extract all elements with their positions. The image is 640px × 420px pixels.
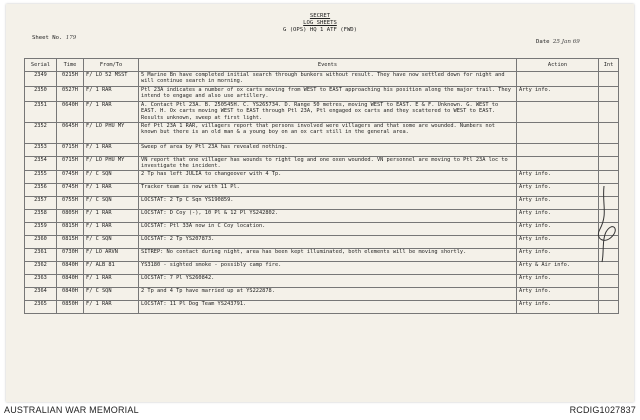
row-serial: 2352 <box>25 123 57 144</box>
row-serial: 2364 <box>25 287 57 300</box>
row-int <box>599 144 619 157</box>
row-from-to: F/ LO ARVN <box>84 248 139 261</box>
table-row <box>25 222 619 235</box>
row-from-to: F/ ALB 81 <box>84 261 139 274</box>
row-time: 0840H <box>57 261 84 274</box>
row-action: Arty info. <box>517 209 599 222</box>
row-action: Arty info. <box>517 274 599 287</box>
row-from-to: F/ 1 RAR <box>84 144 139 157</box>
row-int <box>599 87 619 102</box>
table-row <box>25 87 619 102</box>
row-serial: 2351 <box>25 102 57 123</box>
row-events: 2 Tp has left JULIA to changeover with 4 Tp. <box>139 170 517 183</box>
row-int <box>599 274 619 287</box>
row-events: LOCSTAT: D Coy (-), 10 Pl & 12 Pl YS242802. <box>139 209 517 222</box>
row-int <box>599 248 619 261</box>
row-int <box>599 170 619 183</box>
row-time: 0215H <box>57 72 84 87</box>
row-from-to: F/ 1 RAR <box>84 300 139 313</box>
row-action: Arty & Air info. <box>517 261 599 274</box>
column-header-time: Time <box>57 59 84 72</box>
row-int <box>599 261 619 274</box>
row-int <box>599 300 619 313</box>
document-title: LOG SHEETS <box>303 20 337 26</box>
row-from-to: F/ C SQN <box>84 235 139 248</box>
table-row <box>25 72 619 87</box>
row-serial: 2350 <box>25 87 57 102</box>
table-row <box>25 157 619 171</box>
row-int <box>599 157 619 171</box>
row-action <box>517 72 599 87</box>
row-from-to: F/ 1 RAR <box>84 274 139 287</box>
row-from-to: F/ 1 RAR <box>84 102 139 123</box>
row-serial: 2353 <box>25 144 57 157</box>
log-sheet-document <box>6 4 634 402</box>
log-table-body <box>25 72 619 314</box>
row-serial: 2365 <box>25 300 57 313</box>
row-from-to: F/ LO PHU MY <box>84 123 139 144</box>
row-from-to: F/ C SQN <box>84 170 139 183</box>
row-events: LOCSTAT: 7 Pl YS260842. <box>139 274 517 287</box>
row-serial: 2362 <box>25 261 57 274</box>
row-events: LOCSTAT: 11 Pl Dog Team YS243791. <box>139 300 517 313</box>
table-row <box>25 248 619 261</box>
row-action: Arty info. <box>517 235 599 248</box>
row-from-to: F/ LO PHU MY <box>84 157 139 171</box>
sheet-number-label: Sheet No. <box>32 35 63 41</box>
row-serial: 2358 <box>25 209 57 222</box>
log-table <box>24 58 619 314</box>
classification-label: SECRET <box>309 13 331 19</box>
table-row <box>25 274 619 287</box>
row-time: 0840H <box>57 274 84 287</box>
table-row <box>25 287 619 300</box>
row-time: 0815H <box>57 222 84 235</box>
row-serial: 2360 <box>25 235 57 248</box>
row-action: Arty info. <box>517 170 599 183</box>
row-time: 0640H <box>57 102 84 123</box>
row-events: A. Contact Ptl 23A. B. 250545H. C. YS265734. D. Range 50 metres, moving WEST to EAST. E & F. Unknown. G. WEST to EAST. H. Ox carts moving WEST to EAST through Ptl 23A, Ptl engaged ox carts and they scattered to WEST to EAST. Results unknown, sweep at first light. <box>139 102 517 123</box>
row-from-to: F/ LO 52 MSST <box>84 72 139 87</box>
table-row <box>25 144 619 157</box>
row-events: SITREP: No contact during night, area has been kept illuminated, both elements will be moving shortly. <box>139 248 517 261</box>
footer-source: AUSTRALIAN WAR MEMORIAL <box>4 405 139 415</box>
row-action <box>517 144 599 157</box>
row-time: 0745H <box>57 170 84 183</box>
row-from-to: F/ 1 RAR <box>84 183 139 196</box>
row-time: 0730H <box>57 248 84 261</box>
row-events: LOCSTAT: 2 Tp YS207873. <box>139 235 517 248</box>
column-header-from-to: From/To <box>84 59 139 72</box>
date-field <box>536 39 580 45</box>
row-events: 5 Marine Bn have completed initial search through bunkers without result. They have now settled down for night and will continue search in morning. <box>139 72 517 87</box>
date-label: Date <box>536 39 550 45</box>
row-time: 0815H <box>57 235 84 248</box>
column-header-int: Int <box>599 59 619 72</box>
column-header-action: Action <box>517 59 599 72</box>
table-row <box>25 209 619 222</box>
row-int <box>599 222 619 235</box>
column-header-events: Events <box>139 59 517 72</box>
row-time: 0715H <box>57 144 84 157</box>
sheet-number-value: 179 <box>65 35 77 41</box>
row-serial: 2355 <box>25 170 57 183</box>
row-events: VN report that one villager has wounds to right leg and one oxen wounded. VN personnel are moving to Ptl 23A loc to investigate the incident. <box>139 157 517 171</box>
table-row <box>25 123 619 144</box>
table-row <box>25 102 619 123</box>
row-serial: 2363 <box>25 274 57 287</box>
row-time: 0755H <box>57 196 84 209</box>
table-header-row <box>25 59 619 72</box>
row-events: Ptl 23A indicates a number of ox carts moving from WEST to EAST approaching his position along the major trail. They intend to engage and also use artillery. <box>139 87 517 102</box>
row-action: Arty info. <box>517 183 599 196</box>
row-time: 0745H <box>57 183 84 196</box>
row-from-to: F/ 1 RAR <box>84 209 139 222</box>
row-events: 2 Tp and 4 Tp have married up at YS222878. <box>139 287 517 300</box>
row-action: Arty info. <box>517 87 599 102</box>
row-action <box>517 102 599 123</box>
table-row <box>25 261 619 274</box>
row-int <box>599 123 619 144</box>
row-time: 0715H <box>57 157 84 171</box>
table-row <box>25 183 619 196</box>
row-events: LOCSTAT: Ptl 33A now in C Coy location. <box>139 222 517 235</box>
table-row <box>25 170 619 183</box>
row-events: LOCSTAT: 2 Tp C Sqn YS190859. <box>139 196 517 209</box>
row-time: 0527H <box>57 87 84 102</box>
row-action: Arty info. <box>517 248 599 261</box>
row-serial: 2349 <box>25 72 57 87</box>
row-time: 0645H <box>57 123 84 144</box>
row-serial: 2359 <box>25 222 57 235</box>
row-action: Arty info. <box>517 196 599 209</box>
row-serial: 2356 <box>25 183 57 196</box>
row-int <box>599 209 619 222</box>
date-value: 25 Jan 69 <box>552 39 580 45</box>
row-events: Tracker team is now with 11 Pl. <box>139 183 517 196</box>
row-int <box>599 196 619 209</box>
row-events: Sweep of area by Ptl 23A has revealed nothing. <box>139 144 517 157</box>
document-subtitle: G (OPS) HQ 1 ATF (FWD) <box>282 27 358 33</box>
row-int <box>599 235 619 248</box>
row-time: 0805H <box>57 209 84 222</box>
row-int <box>599 72 619 87</box>
row-action <box>517 123 599 144</box>
row-time: 0850H <box>57 300 84 313</box>
column-header-serial: Serial <box>25 59 57 72</box>
row-events: YS3180 - sighted smoke - possibly camp fire. <box>139 261 517 274</box>
sheet-number-field <box>32 35 76 41</box>
row-time: 0840H <box>57 287 84 300</box>
row-from-to: F/ C SQN <box>84 196 139 209</box>
table-row <box>25 196 619 209</box>
table-row <box>25 235 619 248</box>
row-events: Ref Ptl 23A 1 RAR, villagers report that persons involved were villagers and that some are wounded. Numbers not known but there is an old man & a young boy on an ox cart still in the general area. <box>139 123 517 144</box>
row-action: Arty info. <box>517 222 599 235</box>
row-action: Arty info. <box>517 287 599 300</box>
row-int <box>599 183 619 196</box>
row-from-to: F/ C SQN <box>84 287 139 300</box>
row-serial: 2357 <box>25 196 57 209</box>
row-from-to: F/ 1 RAR <box>84 222 139 235</box>
footer-reference: RCDIG1027837 <box>569 405 636 415</box>
row-action: Arty info. <box>517 300 599 313</box>
row-serial: 2361 <box>25 248 57 261</box>
row-from-to: F/ 1 RAR <box>84 87 139 102</box>
table-row <box>25 300 619 313</box>
row-int <box>599 102 619 123</box>
row-action <box>517 157 599 171</box>
row-serial: 2354 <box>25 157 57 171</box>
row-int <box>599 287 619 300</box>
